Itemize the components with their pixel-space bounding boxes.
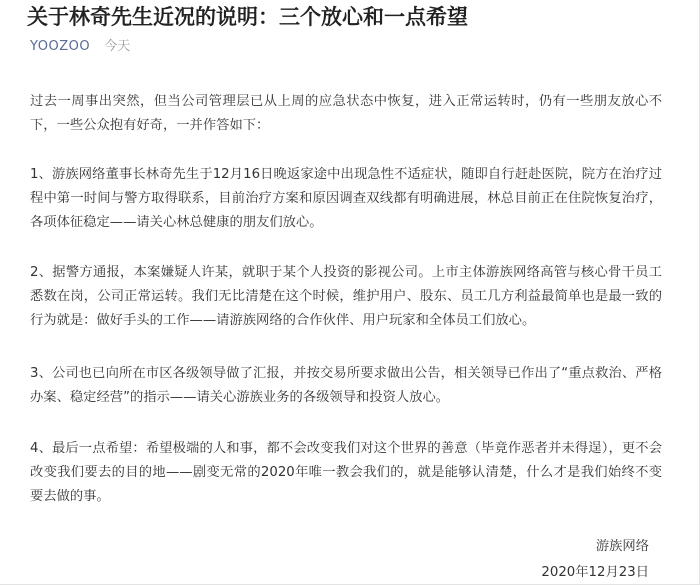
article-title: 关于林奇先生近况的说明：三个放心和一点希望 <box>27 5 468 29</box>
signature-date: 2020年12月23日 <box>541 565 649 580</box>
paragraph-point-4: 4、最后一点希望：希望极端的人和事，都不会改变我们对这个世界的善意（毕竟作恶者并未得逞），更不会改变我们要去的目的地——剧变无常的2020年唯一教会我们的，就是能够认清楚，什么才是我们始终不变要去做的事。 <box>30 441 662 504</box>
paragraph-point-2: 2、据警方通报，本案嫌疑人许某，就职于某个人投资的影视公司。上市主体游族网络高管与核心骨干员工悉数在岗，公司正常运转。我们无比清楚在这个时候，维护用户、股东、员工几方利益最简单也是最一致的行为就是：做好手头的工作——请游族网络的合作伙伴、用户玩家和全体员工们放心。 <box>30 265 662 328</box>
paragraph-intro: 过去一周事出突然，但当公司管理层已从上周的应急状态中恢复，进入正常运转时，仍有一些朋友放心不下，一些公众抱有好奇，一并作答如下： <box>30 94 662 133</box>
paragraph-point-1: 1、游族网络董事长林奇先生于12月16日晚返家途中出现急性不适症状，随即自行赶赴医院，院方在治疗过程中第一时间与警方取得联系，目前治疗方案和原因调查双线都有明确进展，林总目前正在住院恢复治疗，各项体征稳定——请关心林总健康的朋友们放心。 <box>30 167 662 230</box>
article-meta <box>30 38 130 56</box>
publish-time: 今天 <box>104 39 131 54</box>
signature: 游族网络 <box>595 539 649 554</box>
paragraph-point-3: 3、公司也已向所在市区各级领导做了汇报，并按交易所要求做出公告，相关领导已作出了“重点救治、严格办案、稳定经营”的指示——请关心游族业务的各级领导和投资人放心。 <box>30 366 662 405</box>
account-name-link[interactable]: YOOZOO <box>30 39 91 54</box>
